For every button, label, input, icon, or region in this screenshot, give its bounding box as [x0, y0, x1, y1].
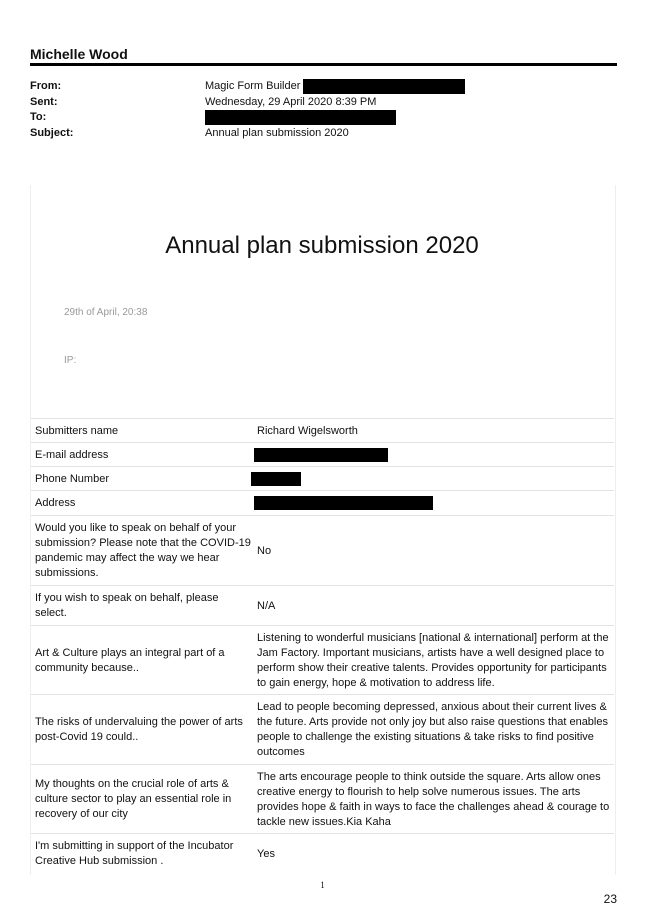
table-row	[31, 833, 614, 874]
table-row	[31, 625, 614, 695]
row-label: If you wish to speak on behalf, please select.	[35, 592, 219, 619]
page-number: 1	[320, 880, 325, 890]
row-label: I'm submitting in support of the Incubator Creative Hub submission .	[35, 840, 234, 867]
header-divider	[30, 63, 617, 66]
table-row	[31, 490, 614, 516]
row-label: The risks of undervaluing the power of arts post-Covid 19 could..	[35, 716, 243, 743]
table-row	[31, 515, 614, 586]
from-value: Magic Form Builder	[205, 80, 301, 92]
to-label: To:	[30, 111, 47, 123]
sent-value: Wednesday, 29 April 2020 8:39 PM	[205, 96, 377, 108]
table-row	[31, 694, 614, 765]
row-label: E-mail address	[35, 448, 109, 461]
subject-value: Annual plan submission 2020	[205, 127, 349, 139]
row-label: My thoughts on the crucial role of arts & culture sector to play an essential role in recovery of our city	[35, 778, 232, 820]
row-value: Listening to wonderful musicians [national & international] perform at the Jam Factory. Important musicians, artists have a well designed place to perform show their creative talents. Provides opportunity for participants to gain energy, hope & motivation to address life.	[257, 631, 609, 689]
submission-date: 29th of April, 20:38	[64, 307, 148, 318]
row-value: The arts encourage people to think outside the square. Arts allow ones creative energy to flourish to help solve numerous issues. The arts provides hope & faith in ways to face the challenges ahead & courage to tackle new issues.Kia Kaha	[257, 770, 610, 828]
redaction-phone	[251, 472, 301, 486]
row-value: No	[257, 544, 272, 557]
row-label: Address	[35, 497, 76, 509]
redaction-to-address	[205, 110, 396, 125]
sent-label: Sent:	[30, 96, 58, 108]
subject-label: Subject:	[30, 127, 74, 139]
form-title: Annual plan submission 2020	[165, 232, 479, 259]
row-label: Submitters name	[35, 424, 119, 437]
row-value: Richard Wigelsworth	[257, 424, 358, 437]
row-value: Yes	[257, 847, 275, 860]
table-row	[31, 418, 614, 443]
table-row	[31, 442, 614, 467]
from-label: From:	[30, 80, 62, 92]
row-label: Phone Number	[35, 472, 109, 485]
table-row	[31, 466, 614, 491]
table-row	[31, 585, 614, 626]
sheet-number: 23	[603, 892, 617, 906]
row-label: Would you like to speak on behalf of your submission? Please note that the COVID-19 pandemic may affect the way we hear submissions.	[35, 522, 251, 579]
redaction-email	[254, 448, 388, 462]
row-value: N/A	[257, 599, 276, 612]
row-label: Art & Culture plays an integral part of a community because..	[35, 646, 225, 674]
row-value: Lead to people becoming depressed, anxious about their current lives & the future. Arts provide not only joy but also raise questions that enables people to challenge the existing situations & take risks to find positive outcomes	[257, 701, 608, 758]
sender-name: Michelle Wood	[30, 46, 128, 62]
redaction-from-address	[303, 79, 465, 94]
redaction-address	[254, 496, 433, 510]
table-row	[31, 764, 614, 834]
ip-label: IP:	[64, 355, 77, 366]
